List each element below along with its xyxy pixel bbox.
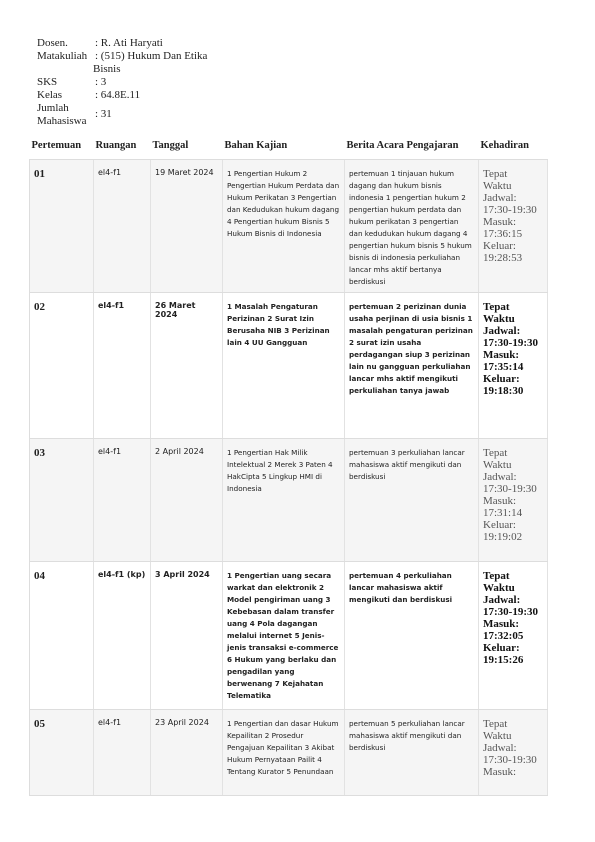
kehadiran-keluar-value: 19:18:30 <box>483 385 524 397</box>
bahan-kajian-cell: 1 Masalah Pengaturan Perizinan 2 Surat Izin Berusaha NIB 3 Perizinan lain 4 UU Gangguan <box>223 293 345 439</box>
ruangan-cell: el4-f1 <box>94 439 151 562</box>
kehadiran-jadwal-label: Jadwal: <box>483 471 517 483</box>
kehadiran-cell <box>479 439 548 562</box>
bahan-kajian-cell: 1 Pengertian dan dasar Hukum Kepailitan 2 Prosedur Pengajuan Kepailitan 3 Akibat Hukum Pernyataan Pailit 4 Tentang Kurator 5 Penundaan <box>223 710 345 796</box>
kehadiran-keluar-value: 19:28:53 <box>483 252 523 264</box>
pertemuan-cell: 04 <box>30 562 94 710</box>
pertemuan-cell: 05 <box>30 710 94 796</box>
kehadiran-status-2: Waktu <box>483 459 512 471</box>
kehadiran-jadwal-value: 17:30-19:30 <box>483 754 537 766</box>
matkul-row <box>37 50 215 63</box>
kehadiran-masuk-label: Masuk: <box>483 766 516 778</box>
kehadiran-masuk-value: 17:32:05 <box>483 630 524 642</box>
bahan-kajian-cell: 1 Pengertian Hak Milik Intelektual 2 Merek 3 Paten 4 HakCipta 5 Lingkup HMI di Indonesia <box>223 439 345 562</box>
kehadiran-status-1: Tepat <box>483 718 508 730</box>
kehadiran-masuk-label: Masuk: <box>483 618 520 630</box>
kehadiran-masuk-value: 17:36:15 <box>483 228 523 240</box>
kehadiran-status-1: Tepat <box>483 570 510 582</box>
table-row <box>30 562 548 710</box>
kehadiran-jadwal-label: Jadwal: <box>483 594 521 606</box>
table-header-row <box>30 132 548 160</box>
kehadiran-keluar-value: 19:19:02 <box>483 531 523 543</box>
jumlah-label-2: Mahasiswa <box>37 115 87 127</box>
sks-row <box>37 76 215 89</box>
kehadiran-keluar-value: 19:15:26 <box>483 654 524 666</box>
kelas-label: Kelas <box>37 89 63 101</box>
header-tanggal: Tanggal <box>151 132 223 160</box>
kehadiran-jadwal-value: 17:30-19:30 <box>483 204 537 216</box>
tanggal-cell: 3 April 2024 <box>151 562 223 710</box>
jumlah-row <box>37 102 215 128</box>
matkul-row-2 <box>37 63 215 76</box>
table-row <box>30 439 548 562</box>
kehadiran-status-1: Tepat <box>483 168 508 180</box>
kehadiran-jadwal-value: 17:30-19:30 <box>483 337 538 349</box>
kelas-row <box>37 89 215 102</box>
tanggal-cell: 26 Maret 2024 <box>151 293 223 439</box>
header-berita-acara: Berita Acara Pengajaran <box>345 132 479 160</box>
sks-value: : 3 <box>95 76 107 88</box>
dosen-label: Dosen. <box>37 37 68 49</box>
matkul-value-2: Bisnis <box>93 63 121 75</box>
tanggal-cell: 2 April 2024 <box>151 439 223 562</box>
table-row <box>30 160 548 293</box>
tanggal-cell: 23 April 2024 <box>151 710 223 796</box>
kehadiran-jadwal-label: Jadwal: <box>483 742 517 754</box>
kehadiran-jadwal-label: Jadwal: <box>483 192 517 204</box>
kehadiran-cell <box>479 710 548 796</box>
kehadiran-masuk-value: 17:35:14 <box>483 361 524 373</box>
dosen-value: : R. Ati Haryati <box>95 37 163 49</box>
berita-acara-cell: pertemuan 5 perkuliahan lancar mahasiswa aktif mengikuti dan berdiskusi <box>345 710 479 796</box>
pertemuan-cell: 03 <box>30 439 94 562</box>
kehadiran-status-2: Waktu <box>483 582 515 594</box>
matkul-label: Matakuliah <box>37 50 88 62</box>
table-row <box>30 710 548 796</box>
berita-acara-cell: pertemuan 4 perkuliahan lancar mahasiswa aktif mengikuti dan berdiskusi <box>345 562 479 710</box>
course-info <box>37 37 215 128</box>
table-row <box>30 293 548 439</box>
ruangan-cell: el4-f1 (kp) <box>94 562 151 710</box>
kehadiran-status-2: Waktu <box>483 313 515 325</box>
berita-acara-cell: pertemuan 2 perizinan dunia usaha perjinan di usia bisnis 1 masalah pengaturan perizinan 2 surat izin usaha perdagangan siup 3 perizinan lain nu gangguan perkuliahan lancar mhs aktif mengikuti perkuliahan tanya jawab <box>345 293 479 439</box>
kehadiran-jadwal-value: 17:30-19:30 <box>483 483 537 495</box>
matkul-value: : (515) Hukum Dan Etika <box>95 50 208 62</box>
kehadiran-status-1: Tepat <box>483 301 510 313</box>
ruangan-cell: el4-f1 <box>94 293 151 439</box>
kehadiran-keluar-label: Keluar: <box>483 373 520 385</box>
kehadiran-jadwal-value: 17:30-19:30 <box>483 606 538 618</box>
dosen-row <box>37 37 215 50</box>
ruangan-cell: el4-f1 <box>94 710 151 796</box>
berita-acara-cell: pertemuan 3 perkuliahan lancar mahasiswa aktif mengikuti dan berdiskusi <box>345 439 479 562</box>
kehadiran-cell <box>479 293 548 439</box>
kehadiran-masuk-label: Masuk: <box>483 216 516 228</box>
ruangan-cell: el4-f1 <box>94 160 151 293</box>
header-kehadiran: Kehadiran <box>479 132 548 160</box>
sks-label: SKS <box>37 76 58 88</box>
kehadiran-keluar-label: Keluar: <box>483 519 516 531</box>
jumlah-label <box>37 102 95 128</box>
kehadiran-masuk-value: 17:31:14 <box>483 507 523 519</box>
kehadiran-status-2: Waktu <box>483 730 512 742</box>
kehadiran-cell <box>479 160 548 293</box>
header-bahan-kajian: Bahan Kajian <box>223 132 345 160</box>
kehadiran-status-2: Waktu <box>483 180 512 192</box>
matkul-label-spacer <box>37 63 93 76</box>
tanggal-cell: 19 Maret 2024 <box>151 160 223 293</box>
bahan-kajian-cell: 1 Pengertian uang secara warkat dan elektronik 2 Model pengiriman uang 3 Kebebasan dalam transfer uang 4 Pola dagangan melalui internet 5 Jenis-jenis transaksi e-commerce 6 Hukum yang berlaku dan pengadilan yang berwenang 7 Kejahatan Telematika <box>223 562 345 710</box>
kehadiran-keluar-label: Keluar: <box>483 240 516 252</box>
kelas-value: : 64.8E.11 <box>95 89 141 101</box>
berita-acara-cell: pertemuan 1 tinjauan hukum dagang dan hukum bisnis indonesia 1 pengertian hukum 2 pengertian hukum perdata dan hukum perikatan 3 pengertian dan kedudukan hukum dagang 4 pengertian hukum bisnis 5 hukum bisnis di indonesia perkuliahan lancar mhs aktif bertanya berdiskusi <box>345 160 479 293</box>
pertemuan-cell: 02 <box>30 293 94 439</box>
kehadiran-status-1: Tepat <box>483 447 508 459</box>
kehadiran-masuk-label: Masuk: <box>483 495 516 507</box>
jumlah-label-1: Jumlah <box>37 102 69 114</box>
attendance-table <box>29 132 548 796</box>
kehadiran-masuk-label: Masuk: <box>483 349 520 361</box>
header-ruangan: Ruangan <box>94 132 151 160</box>
pertemuan-cell: 01 <box>30 160 94 293</box>
header-pertemuan: Pertemuan <box>30 132 94 160</box>
kehadiran-keluar-label: Keluar: <box>483 642 520 654</box>
kehadiran-jadwal-label: Jadwal: <box>483 325 521 337</box>
bahan-kajian-cell: 1 Pengertian Hukum 2 Pengertian Hukum Perdata dan Hukum Perikatan 3 Pengertian dan Kedudukan hukum dagang 4 Pengertian hukum Bisnis 5 Hukum Bisnis di Indonesia <box>223 160 345 293</box>
kehadiran-cell <box>479 562 548 710</box>
jumlah-value: : 31 <box>95 108 112 120</box>
